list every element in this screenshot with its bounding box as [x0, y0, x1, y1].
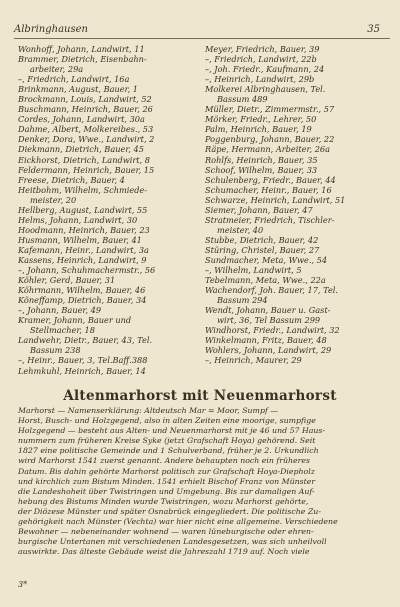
- directory-entry: Räpe, Hermann, Arbeiter, 26a: [205, 144, 331, 155]
- directory-entry: Helms, Johann, Landwirt, 30: [18, 214, 138, 225]
- directory-entry: –, Friedrich, Landwirt, 16a: [18, 74, 130, 85]
- directory-entry: Meyer, Friedrich, Bauer, 39: [205, 44, 320, 54]
- directory-entry: Köhrmann, Wilhelm, Bauer, 46: [18, 285, 146, 296]
- directory-entry: Köneffamp, Dietrich, Bauer, 34: [18, 295, 147, 306]
- header-rule: [14, 38, 390, 39]
- paragraph-line: Holzgegend — besteht aus Alten- und Neuenmarhorst mit je 46 und 57 Haus-: [18, 426, 326, 436]
- directory-entry: –, Heinrich, Maurer, 29: [205, 355, 302, 366]
- directory-entry: Rohlfs, Heinrich, Bauer, 35: [205, 154, 318, 165]
- directory-entry: Wendt, Johann, Bauer u. Gast-: [205, 305, 331, 316]
- directory-entry: Kassens, Heinrich, Landwirt, 9: [18, 254, 147, 265]
- directory-entry: Diekmann, Dietrich, Bauer, 45: [18, 144, 144, 155]
- directory-entry: Mörker, Friedr., Lehrer, 50: [205, 114, 317, 125]
- directory-entry: –, Heinrich, Landwirt, 29b: [205, 74, 315, 85]
- directory-entry: Siemer, Johann, Bauer, 47: [205, 204, 313, 215]
- history-paragraph: [18, 406, 374, 557]
- paragraph-line: hebung des Bistums Minden wurde Twistringen, wozu Marhorst gehörte,: [18, 496, 309, 506]
- directory-entry: Müller, Dietr., Zimmermstr., 57: [205, 104, 335, 115]
- directory-entry: Wachendorf, Joh. Bauer, 17, Tel.: [205, 285, 339, 296]
- directory-entry: Stellmacher, 18: [30, 325, 95, 336]
- paragraph-line: gehörigkeit nach Münster (Vechta) war hier nicht eine allgemeine. Verschiedene: [18, 517, 338, 527]
- signature-mark: 3*: [18, 580, 28, 589]
- directory-entry: Stüring, Christel, Bauer, 27: [205, 244, 320, 255]
- directory-entry: Cordes, Johann, Landwirt, 30a: [18, 114, 145, 125]
- paragraph-line: Bewohner — nebeneinander wohnend — waren lüneburgische oder ehren-: [18, 527, 314, 537]
- paragraph-line: auswirkte. Das älteste Gebäude weist die Jahreszahl 1719 auf. Noch viele: [18, 547, 310, 557]
- directory-entry: Kramer, Johann, Bauer und: [18, 315, 132, 326]
- directory-entry: Dahme, Albert, Molkereibes., 53: [18, 124, 154, 135]
- directory-entry: arbeiter, 29a: [30, 64, 84, 75]
- directory-entry: wirt, 36, Tel Bassum 299: [217, 315, 321, 326]
- paragraph-line: Datum. Bis dahin gehörte Marhorst politisch zur Grafschaft Hoya-Diepholz: [18, 466, 315, 476]
- directory-entry: Sundmacher, Meta, Wwe., 54: [205, 254, 328, 265]
- paragraph-line: die Landeshoheit über Twistringen und Umgebung. Bis zur damaligen Auf-: [18, 486, 315, 496]
- directory-entry: –, Johann, Schuhmachermstr., 56: [18, 265, 156, 276]
- directory-entry: Bassum 489: [217, 94, 268, 105]
- directory-entry: meister, 20: [30, 194, 77, 205]
- directory-entry: Brockmann, Louis, Landwirt, 52: [18, 94, 152, 105]
- directory-entry: Freese, Dietrich, Bauer, 4: [18, 174, 125, 185]
- directory-entry: Denker, Dora, Wwe., Landwirt, 2: [18, 134, 155, 145]
- paragraph-line: und kirchlich zum Bistum Minden. 1541 erhielt Bischof Franz von Münster: [18, 476, 316, 486]
- page-header: [14, 24, 386, 38]
- paragraph-line: 1827 eine politische Gemeinde und 1 Schulverband, früher je 2. Urkundlich: [18, 446, 319, 456]
- directory-entry: Stratmeier, Friedrich, Tischler-: [205, 214, 335, 225]
- page-number: 35: [367, 24, 380, 35]
- directory-entry: Feldermann, Heinrich, Bauer, 15: [18, 164, 155, 175]
- directory-entry: Bassum 238: [30, 345, 81, 356]
- directory-entry: –, Heinr., Bauer, 3, Tel.Baff.388: [18, 355, 148, 366]
- directory-entry: Schumacher, Heinr., Bauer, 16: [205, 184, 332, 195]
- directory-entry: Kafemann, Heinr., Landwirt, 3a: [18, 244, 149, 255]
- directory-entry: Bassum 294: [217, 295, 268, 306]
- directory-entry: Windhorst, Friedr., Landwirt, 32: [205, 325, 340, 336]
- directory-entry: Wohlers, Johann, Landwirt, 29: [205, 345, 332, 356]
- directory-entry: Tebelmann, Meta, Wwe., 22a: [205, 275, 326, 286]
- directory-entry: Winkelmann, Fritz, Bauer, 48: [205, 335, 327, 346]
- paragraph-line: wird Marhorst 1541 zuerst genannt. Andere behaupten noch ein früheres: [18, 456, 311, 466]
- directory-entry: Köhler, Gerd, Bauer, 31: [18, 275, 116, 286]
- directory-entry: Palm, Heinrich, Bauer, 19: [205, 124, 312, 135]
- directory-entry: –, Friedrich, Landwirt, 22b: [205, 54, 317, 65]
- directory-entry: Husmann, Wilhelm, Bauer, 41: [18, 234, 142, 245]
- directory-entry: Schwarze, Heinrich, Landwirt, 51: [205, 194, 346, 205]
- directory-entry: Heitbohm, Wilhelm, Schmiede-: [18, 184, 148, 195]
- paragraph-line: burgische Untertanen mit verschiedenen Landesgesetzen, was sich unheilvoll: [18, 537, 327, 547]
- directory-entry: Wonhoff, Johann, Landwirt, 11: [18, 44, 145, 54]
- directory-entry: Buschmann, Heinrich, Bauer, 26: [18, 104, 153, 115]
- directory-entry: Poggenburg, Johann, Bauer, 22: [205, 134, 335, 145]
- directory-entry: Landwehr, Dietr., Bauer, 43, Tel.: [18, 335, 153, 346]
- directory-entry: Brammer, Dietrich, Eisenbahn-: [18, 54, 147, 65]
- resident-list-right: [205, 44, 377, 366]
- directory-entry: Stubbe, Dietrich, Bauer, 42: [205, 234, 319, 245]
- paragraph-line: Marhorst — Namenserklärung: Altdeutsch Mar = Moor, Sumpf —: [18, 406, 279, 415]
- paragraph-line: Horst, Busch- und Holzgegend, also in alten Zeiten eine moorige, sumpfige: [18, 416, 316, 426]
- resident-list-left: [18, 44, 190, 376]
- directory-entry: Schulenberg, Friedr., Bauer, 44: [205, 174, 336, 185]
- running-title: Albringhausen: [14, 24, 88, 35]
- paragraph-line: nummern zum früheren Kreise Syke (jetzt Grafschaft Hoya) gehörend. Seit: [18, 436, 316, 446]
- directory-entry: Lehmkuhl, Heinrich, Bauer, 14: [18, 365, 146, 376]
- directory-entry: Hellberg, August, Landwirt, 55: [18, 204, 148, 215]
- directory-entry: Eickhorst, Dietrich, Landwirt, 8: [18, 154, 150, 165]
- directory-entry: –, Joh. Friedr., Kaufmann, 24: [205, 64, 325, 75]
- directory-entry: Molkerei Albringhausen, Tel.: [205, 84, 326, 95]
- directory-entry: Schoof, Wilhelm, Bauer, 33: [205, 164, 318, 175]
- directory-entry: meister, 40: [217, 224, 264, 235]
- directory-entry: Hoodmann, Heinrich, Bauer, 23: [18, 224, 150, 235]
- section-title: Altenmarhorst mit Neuenmarhorst: [63, 388, 337, 404]
- directory-entry: –, Wilhelm, Landwirt, 5: [205, 265, 302, 276]
- directory-entry: –, Johann, Bauer, 49: [18, 305, 102, 316]
- paragraph-line: der Diözese Münster und später Osnabrück eingegliedert. Die politische Zu-: [18, 506, 321, 516]
- directory-entry: Brinkmann, August, Bauer, 1: [18, 84, 139, 95]
